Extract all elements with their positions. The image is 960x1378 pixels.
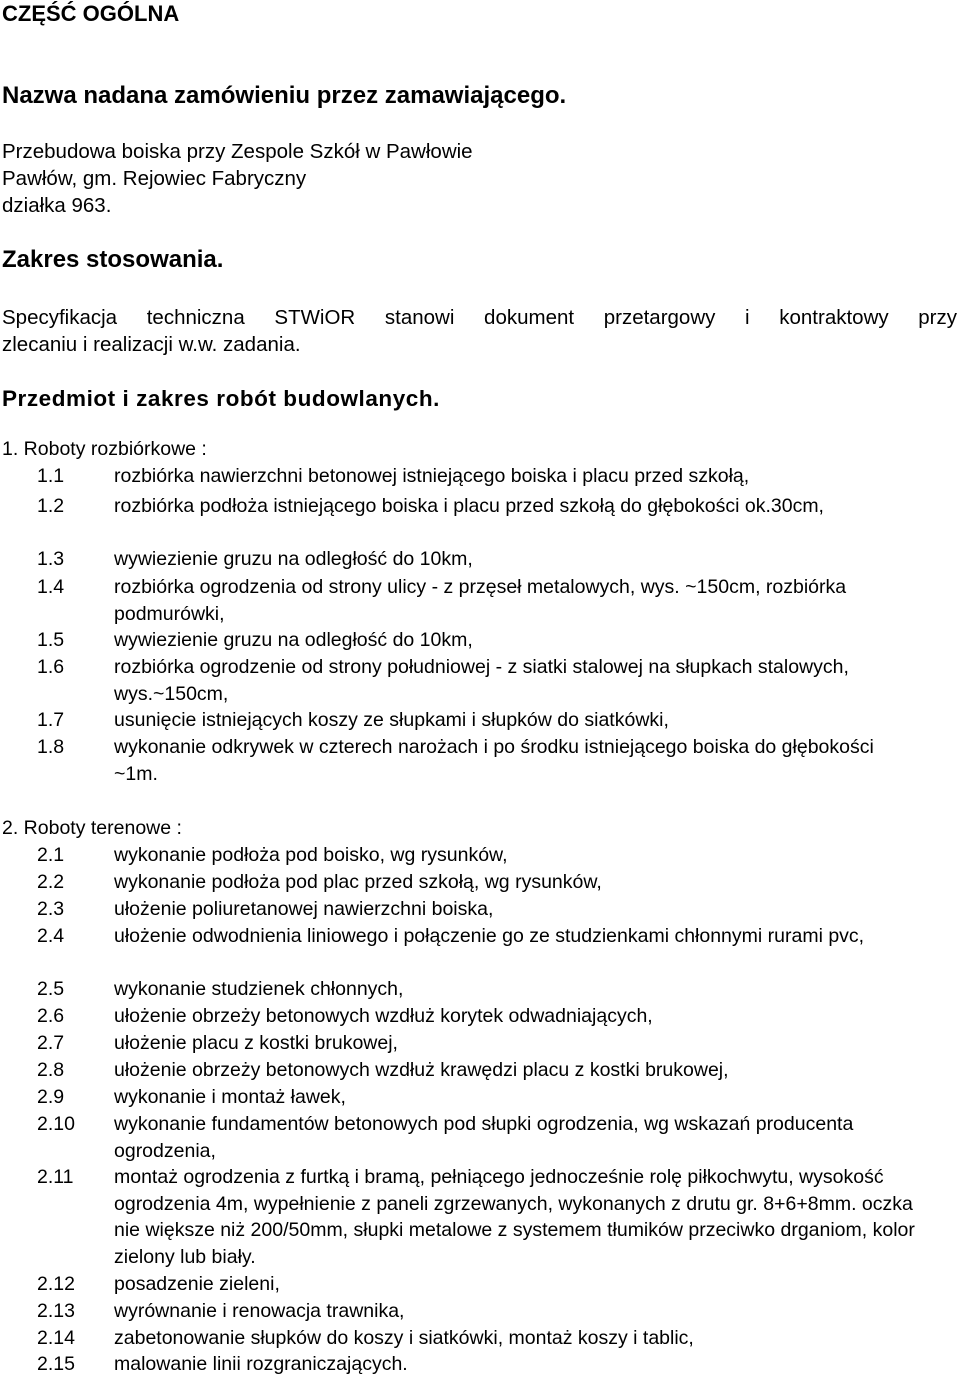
list-item-text: zabetonowanie słupków do koszy i siatkówki, montaż koszy i tablic,	[114, 1327, 694, 1349]
list-item-number: 2.12	[37, 1273, 75, 1295]
list-item-number: 2.13	[37, 1300, 75, 1322]
list-item-number: 2.10	[37, 1113, 75, 1135]
section-label-demolition: 1. Roboty rozbiórkowe :	[2, 438, 207, 460]
list-item-number: 1.4	[37, 576, 65, 598]
list-item-number: 2.11	[37, 1166, 74, 1188]
list-item-number: 2.9	[37, 1086, 65, 1108]
list-item-number: 2.3	[37, 898, 65, 920]
list-item-number: 2.4	[37, 925, 65, 947]
heading-scope: Zakres stosowania.	[2, 246, 224, 273]
list-item-number: 2.5	[37, 978, 65, 1000]
list-item-text: wykonanie odkrywek w czterech narożach i po środku istniejącego boiska do głębokości ~1m.	[114, 736, 874, 785]
list-item-number: 1.3	[37, 548, 65, 570]
list-item-text: wywiezienie gruzu na odległość do 10km,	[114, 629, 473, 651]
scope-paragraph-line-2: zlecaniu i realizacji w.w. zadania.	[2, 333, 301, 356]
list-item-number: 1.2	[37, 495, 65, 517]
heading-works-subject: Przedmiot i zakres robót budowlanych.	[2, 386, 440, 411]
list-item-text: wykonanie fundamentów betonowych pod słupki ogrodzenia, wg wskazań producenta ogrodzenia,	[114, 1113, 854, 1162]
list-item-number: 2.6	[37, 1005, 65, 1027]
list-item-number: 2.1	[37, 844, 65, 866]
list-item-text: malowanie linii rozgraniczających.	[114, 1353, 408, 1375]
list-item-number: 1.7	[37, 709, 65, 731]
list-item-number: 2.7	[37, 1032, 65, 1054]
list-item-text: rozbiórka nawierzchni betonowej istniejącego boiska i placu przed szkołą,	[114, 465, 750, 487]
list-item-text: montaż ogrodzenia z furtką i bramą, pełniącego jednocześnie rolę piłkochwytu, wysokość ogrodzenia 4m, wypełnienie z paneli zgrzewanych, wykonanych z drutu gr. 8+6+8mm. oczka nie większe niż 200/50mm, słupki metalowe z systemem tłumików przeciwko drganiom, kolor zielony lub biały.	[114, 1166, 915, 1268]
list-item-text: rozbiórka podłoża istniejącego boiska i placu przed szkołą do głębokości ok.30cm,	[114, 495, 824, 517]
list-item-text: ułożenie poliuretanowej nawierzchni boiska,	[114, 898, 494, 920]
list-item-number: 2.14	[37, 1327, 75, 1349]
list-item-number: 2.8	[37, 1059, 65, 1081]
project-line-3: działka 963.	[2, 194, 112, 217]
project-line-1: Przebudowa boiska przy Zespole Szkół w Pawłowie	[2, 140, 473, 163]
list-item-number: 2.2	[37, 871, 65, 893]
list-item-text: rozbiórka ogrodzenie od strony południowej - z siatki stalowej na słupkach stalowych, wys.~150cm,	[114, 656, 849, 705]
list-item-text: wykonanie podłoża pod boisko, wg rysunków,	[114, 844, 508, 866]
list-item-text: ułożenie placu z kostki brukowej,	[114, 1032, 398, 1054]
list-item-text: wywiezienie gruzu na odległość do 10km,	[114, 548, 473, 570]
list-item-text: ułożenie odwodnienia liniowego i połączenie go ze studzienkami chłonnymi rurami pvc,	[114, 925, 865, 947]
list-item-text: usunięcie istniejących koszy ze słupkami i słupków do siatkówki,	[114, 709, 669, 731]
list-item-number: 1.1	[37, 465, 65, 487]
list-item-text: ułożenie obrzeży betonowych wzdłuż korytek odwadniających,	[114, 1005, 653, 1027]
list-item-text: wykonanie studzienek chłonnych,	[114, 978, 404, 1000]
list-item-text: ułożenie obrzeży betonowych wzdłuż krawędzi placu z kostki brukowej,	[114, 1059, 729, 1081]
list-item-text: rozbiórka ogrodzenia od strony ulicy - z przęseł metalowych, wys. ~150cm, rozbiórka podmurówki,	[114, 576, 847, 625]
section-label-site-works: 2. Roboty terenowe :	[2, 817, 182, 839]
document-title: CZĘŚĆ OGÓLNA	[2, 1, 180, 26]
project-line-2: Pawłów, gm. Rejowiec Fabryczny	[2, 167, 307, 190]
scope-paragraph	[2, 304, 957, 358]
list-item-text: wyrównanie i renowacja trawnika,	[114, 1300, 405, 1322]
list-item-number: 2.15	[37, 1353, 75, 1375]
list-item-text: wykonanie i montaż ławek,	[114, 1086, 346, 1108]
list-item-number: 1.8	[37, 736, 65, 758]
scope-paragraph-line-1: Specyfikacja techniczna STWiOR stanowi dokument przetargowy i kontraktowy przy	[2, 306, 957, 329]
heading-order-name: Nazwa nadana zamówieniu przez zamawiającego.	[2, 82, 567, 109]
list-item-number: 1.5	[37, 629, 65, 651]
list-item-number: 1.6	[37, 656, 65, 678]
list-item-text: posadzenie zieleni,	[114, 1273, 280, 1295]
list-item-text: wykonanie podłoża pod plac przed szkołą, wg rysunków,	[114, 871, 602, 893]
